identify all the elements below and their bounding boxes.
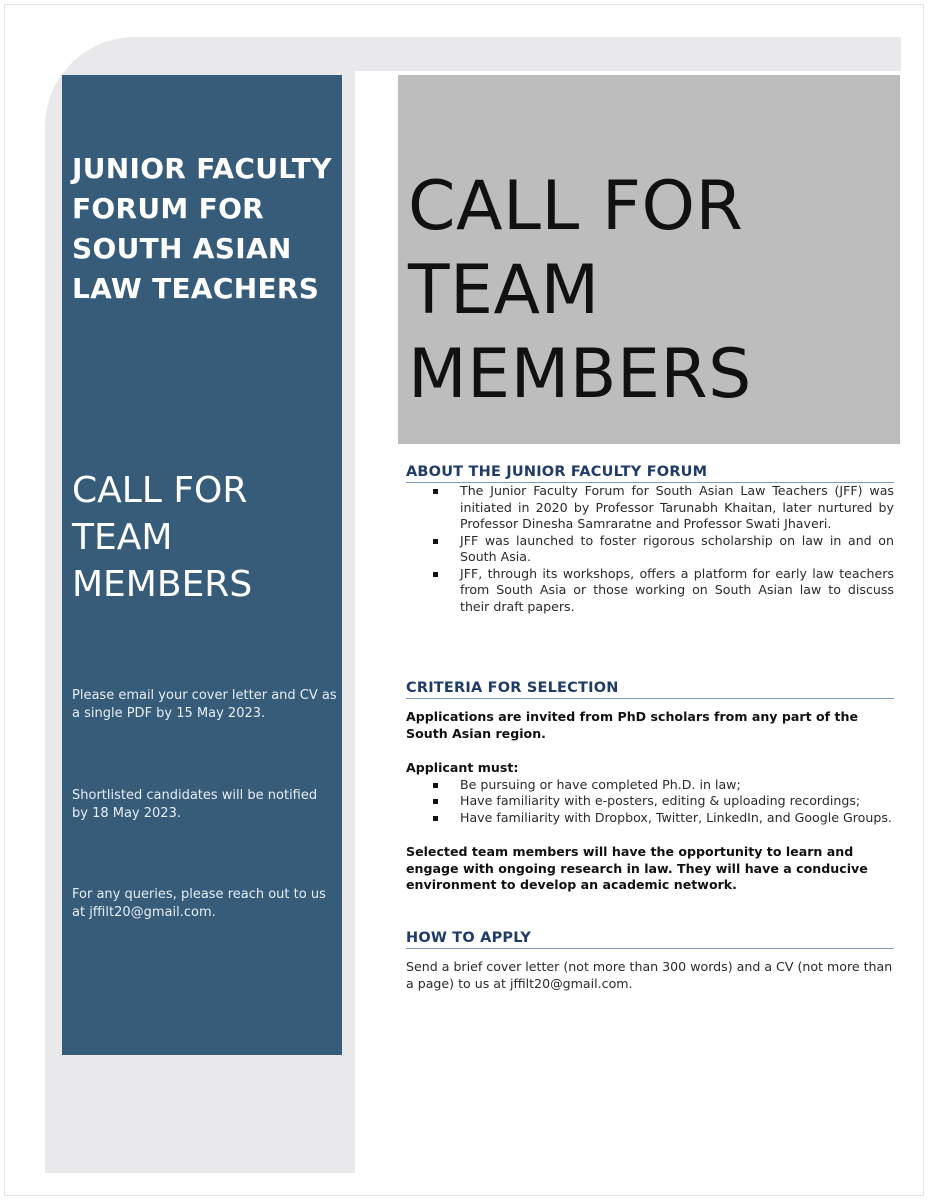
list-item: JFF, through its workshops, offers a platform for early law teachers from South Asia or those working on South Asian law to discuss their draft papers. (406, 566, 894, 616)
list-item: Have familiarity with e-posters, editing & uploading recordings; (406, 793, 894, 810)
apply-instructions: Send a brief cover letter (not more than 300 words) and a CV (not more than a page) to us at jffilt20@gmail.com. (406, 959, 893, 991)
about-heading: ABOUT THE JUNIOR FACULTY FORUM (406, 464, 894, 483)
bullet-icon (433, 799, 438, 804)
forum-title: JUNIOR FACULTY FORUM FOR SOUTH ASIAN LAW TEACHERS (72, 152, 332, 305)
bullet-icon (433, 816, 438, 821)
list-item: The Junior Faculty Forum for South Asian Law Teachers (JFF) was initiated in 2020 by Professor Tarunabh Khaitan, later nurtured by Professor Dinesha Samraratne and Professor Swati Jhaveri. (406, 483, 894, 533)
hero-title-line-3: MEMBERS (408, 335, 752, 414)
list-item: Be pursuing or have completed Ph.D. in law; (406, 777, 894, 794)
about-section (406, 464, 894, 615)
criteria-outro: Selected team members will have the opportunity to learn and engage with ongoing research in law. They will have a conducive environment to develop an academic network. (406, 844, 868, 892)
about-list (406, 483, 894, 615)
applicant-must-label: Applicant must: (406, 760, 519, 775)
apply-heading: HOW TO APPLY (406, 930, 894, 949)
sidebar-call-heading: CALL FOR TEAM MEMBERS (72, 470, 253, 605)
sidebar-edge (342, 444, 350, 1055)
contact-note: For any queries, please reach out to us at jffilt20@gmail.com. (72, 887, 326, 920)
sidebar (62, 75, 342, 1055)
bullet-icon (433, 572, 438, 577)
hero-title (408, 165, 752, 417)
apply-section (406, 930, 894, 992)
bullet-icon (433, 489, 438, 494)
criteria-intro: Applications are invited from PhD scholars from any part of the South Asian region. (406, 709, 859, 741)
deadline-note: Please email your cover letter and CV as a single PDF by 15 May 2023. (72, 688, 337, 721)
hero-title-line-1: CALL FOR (408, 167, 744, 246)
hero-banner (398, 75, 900, 444)
criteria-list (406, 777, 894, 827)
hero-title-line-2: TEAM (408, 251, 600, 330)
notification-note: Shortlisted candidates will be notified by 18 May 2023. (72, 788, 318, 821)
list-item: JFF was launched to foster rigorous scholarship on law in and on South Asia. (406, 533, 894, 566)
list-item: Have familiarity with Dropbox, Twitter, LinkedIn, and Google Groups. (406, 810, 894, 827)
criteria-section (406, 680, 894, 894)
bullet-icon (433, 539, 438, 544)
bullet-icon (433, 783, 438, 788)
criteria-heading: CRITERIA FOR SELECTION (406, 680, 894, 699)
